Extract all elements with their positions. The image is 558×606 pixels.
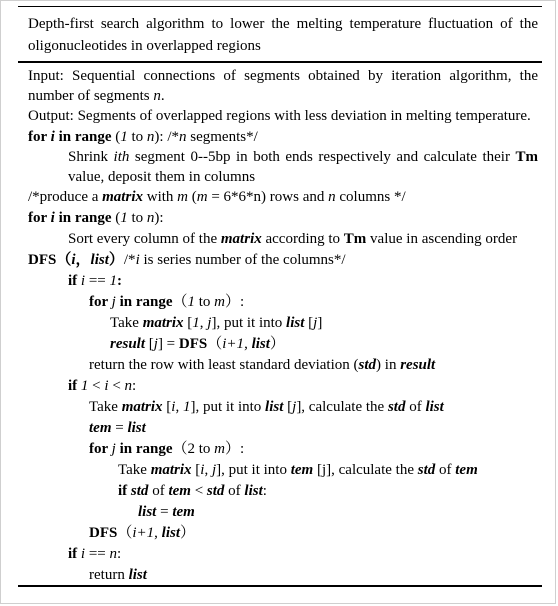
code-token: j	[153, 336, 158, 352]
code-token: m	[196, 189, 208, 205]
code-token: ,	[244, 336, 252, 352]
code-token: i	[200, 462, 205, 478]
code-token: [	[145, 336, 154, 352]
code-token: [	[283, 399, 293, 415]
matrix-comment	[28, 187, 406, 207]
code-token: if	[118, 483, 131, 499]
code-token: tem	[290, 462, 314, 478]
code-token: （2 to	[172, 441, 215, 457]
code-token: m	[177, 189, 188, 205]
for-loop-rest-rows	[89, 439, 244, 459]
code-token: [	[304, 315, 314, 331]
code-token: segments*/	[186, 129, 258, 145]
code-token: :	[117, 273, 123, 289]
code-token: tem	[89, 420, 112, 436]
code-token: <	[108, 378, 125, 394]
code-token: （	[117, 525, 133, 541]
code-token: Shrink	[68, 149, 114, 165]
code-token: in range	[54, 210, 112, 226]
code-token: std	[206, 483, 225, 499]
code-token: j	[207, 315, 212, 331]
code-token: ，	[75, 252, 91, 268]
code-token: value, deposit them in columns	[68, 169, 256, 185]
code-token: ], put it into	[190, 399, 266, 415]
input-line	[28, 66, 538, 106]
code-token: of	[405, 399, 426, 415]
algorithm-title: Depth-first search algorithm to lower the melting temperature fluctuation of the oligonucleotides in overlapped regions	[28, 16, 538, 54]
code-token: i	[135, 252, 140, 268]
code-token: i	[171, 399, 176, 415]
for-loop-segments	[28, 127, 258, 147]
code-token: list	[128, 567, 147, 583]
code-token: Output: Segments of overlapped regions with less deviation in melting temperature.	[28, 108, 531, 124]
code-token: of	[224, 483, 245, 499]
code-token: 1	[80, 378, 89, 394]
return-list	[89, 565, 147, 585]
code-token: /*	[123, 252, 136, 268]
code-token: j	[292, 399, 297, 415]
code-token: list	[138, 504, 157, 520]
take-matrix-step	[110, 313, 322, 333]
top-rule	[18, 6, 542, 7]
sort-step	[68, 229, 517, 249]
code-token: list	[425, 399, 444, 415]
code-token: （	[172, 294, 188, 310]
return-least-std	[89, 355, 435, 375]
code-token: ==	[85, 546, 110, 562]
code-token: matrix	[150, 462, 192, 478]
code-token: n	[124, 378, 133, 394]
code-token: DFS	[89, 525, 118, 541]
code-token: according to	[261, 231, 344, 247]
code-token: ], put it into	[216, 462, 291, 478]
code-token: result	[110, 336, 146, 352]
code-token: of	[148, 483, 169, 499]
code-token: for	[89, 441, 112, 457]
code-token: for	[89, 294, 112, 310]
code-token: i+1	[132, 525, 155, 541]
code-token: Take	[118, 462, 151, 478]
code-token: if	[68, 273, 81, 289]
code-token: [	[191, 462, 201, 478]
code-token: matrix	[220, 231, 262, 247]
code-token: ]	[317, 315, 323, 331]
for-loop-rows	[89, 292, 244, 312]
code-token: ): /*	[154, 129, 179, 145]
code-token: n	[153, 88, 161, 104]
code-token: value in ascending order	[366, 231, 518, 247]
code-token: ）	[180, 525, 196, 541]
code-token: ==	[85, 273, 110, 289]
code-token: （	[207, 336, 223, 352]
code-token: list	[90, 252, 109, 268]
code-token: for	[28, 129, 51, 145]
code-token: ,	[154, 525, 162, 541]
dfs-recursive-call	[89, 523, 195, 543]
code-token: m	[214, 441, 225, 457]
code-token: i	[50, 210, 55, 226]
code-token: ）:	[225, 441, 245, 457]
code-token: :	[262, 483, 267, 499]
list-assign	[138, 502, 195, 522]
code-token: if	[68, 378, 81, 394]
code-token: :	[132, 378, 137, 394]
code-token: list	[244, 483, 263, 499]
code-token: 1	[120, 129, 128, 145]
code-token: ,	[175, 399, 183, 415]
dfs-definition	[28, 250, 346, 270]
code-token: ] =	[157, 336, 179, 352]
code-token: ):	[154, 210, 164, 226]
code-token: 1	[120, 210, 128, 226]
code-token: n	[146, 129, 155, 145]
code-token: (	[188, 189, 197, 205]
code-token: list	[286, 315, 305, 331]
take-row-into-tem	[118, 460, 478, 480]
code-token: n	[146, 210, 155, 226]
code-token: list	[127, 420, 146, 436]
code-token: Tm	[515, 149, 538, 165]
code-token: ], put it into	[211, 315, 287, 331]
code-token: list	[265, 399, 284, 415]
code-token: ,	[204, 462, 212, 478]
if-std-compare	[118, 481, 267, 501]
code-token: Sort every column of the	[68, 231, 221, 247]
code-token: with	[142, 189, 178, 205]
code-token: :	[117, 546, 122, 562]
code-token: 1	[192, 315, 200, 331]
code-token: in range	[54, 129, 112, 145]
code-token: j	[211, 462, 217, 478]
code-token: j	[313, 315, 318, 331]
code-token: to	[127, 210, 147, 226]
code-token: [	[162, 399, 172, 415]
code-token: if	[68, 546, 81, 562]
code-token: DFS（	[28, 252, 72, 268]
code-token: Take	[89, 399, 122, 415]
code-token: /*produce a	[28, 189, 103, 205]
code-token: 1	[109, 273, 118, 289]
code-token: ）	[269, 336, 285, 352]
code-token: i	[71, 252, 76, 268]
header-rule	[18, 61, 542, 63]
code-token: for	[28, 210, 51, 226]
code-token: =	[156, 504, 173, 520]
code-token: = 6*6*n) rows and	[207, 189, 329, 205]
code-token: return the row with least standard deviation (	[89, 357, 359, 373]
for-loop-columns	[28, 208, 164, 228]
code-token: i	[80, 273, 86, 289]
code-token: 1	[182, 399, 191, 415]
code-token: n	[179, 129, 187, 145]
take-first-row-step	[89, 397, 444, 417]
code-token: to	[127, 129, 147, 145]
code-token: Input: Sequential connections of segments obtained by iteration algorithm, the number of segments	[28, 68, 538, 104]
code-token: (	[111, 210, 121, 226]
code-token: std	[387, 399, 406, 415]
shrink-step	[68, 147, 538, 187]
code-token: of	[435, 462, 456, 478]
code-token: ）:	[225, 294, 245, 310]
code-token: result	[400, 357, 436, 373]
code-token: [j], calculate the	[313, 462, 418, 478]
code-token: tem	[172, 504, 195, 520]
code-token: <	[88, 378, 105, 394]
code-token: m	[214, 294, 226, 310]
code-token: list	[161, 525, 180, 541]
code-token: std	[130, 483, 149, 499]
code-token: matrix	[102, 189, 143, 205]
code-token: i+1	[222, 336, 245, 352]
if-first-column	[68, 271, 122, 291]
code-token: segment 0--5bp in both ends respectively and calculate their	[129, 149, 516, 165]
code-token: return	[89, 567, 129, 583]
code-token: ,	[199, 315, 208, 331]
code-token: =	[111, 420, 128, 436]
code-token: ）	[108, 252, 124, 268]
tem-assign	[89, 418, 146, 438]
code-token: Tm	[343, 231, 367, 247]
code-token: tem	[455, 462, 478, 478]
code-token: columns */	[335, 189, 406, 205]
code-token: j	[111, 294, 116, 310]
code-token: i	[104, 378, 109, 394]
code-token: ith	[113, 149, 130, 165]
code-token: (	[111, 129, 121, 145]
code-token: tem	[168, 483, 191, 499]
code-token: i	[50, 129, 55, 145]
code-token: std	[417, 462, 436, 478]
code-token: 1	[187, 294, 195, 310]
code-token: matrix	[121, 399, 163, 415]
code-token: matrix	[142, 315, 184, 331]
code-token: ) in	[376, 357, 401, 373]
result-assign	[110, 334, 285, 354]
code-token: in range	[115, 294, 173, 310]
code-token: n	[109, 546, 118, 562]
bottom-rule	[18, 585, 542, 587]
code-token: DFS	[178, 336, 208, 352]
if-middle-column	[68, 376, 136, 396]
code-token: i	[80, 546, 86, 562]
code-token: is series number of the columns*/	[139, 252, 346, 268]
code-token: Take	[110, 315, 143, 331]
code-token: n	[328, 189, 336, 205]
code-token: [	[183, 315, 193, 331]
code-token: to	[195, 294, 215, 310]
code-token: ], calculate the	[296, 399, 388, 415]
code-token: j	[111, 441, 116, 457]
code-token: in range	[115, 441, 173, 457]
code-token: .	[160, 88, 165, 104]
output-line	[28, 106, 531, 126]
if-last-column	[68, 544, 121, 564]
code-token: std	[358, 357, 377, 373]
code-token: list	[251, 336, 270, 352]
code-token: <	[190, 483, 207, 499]
